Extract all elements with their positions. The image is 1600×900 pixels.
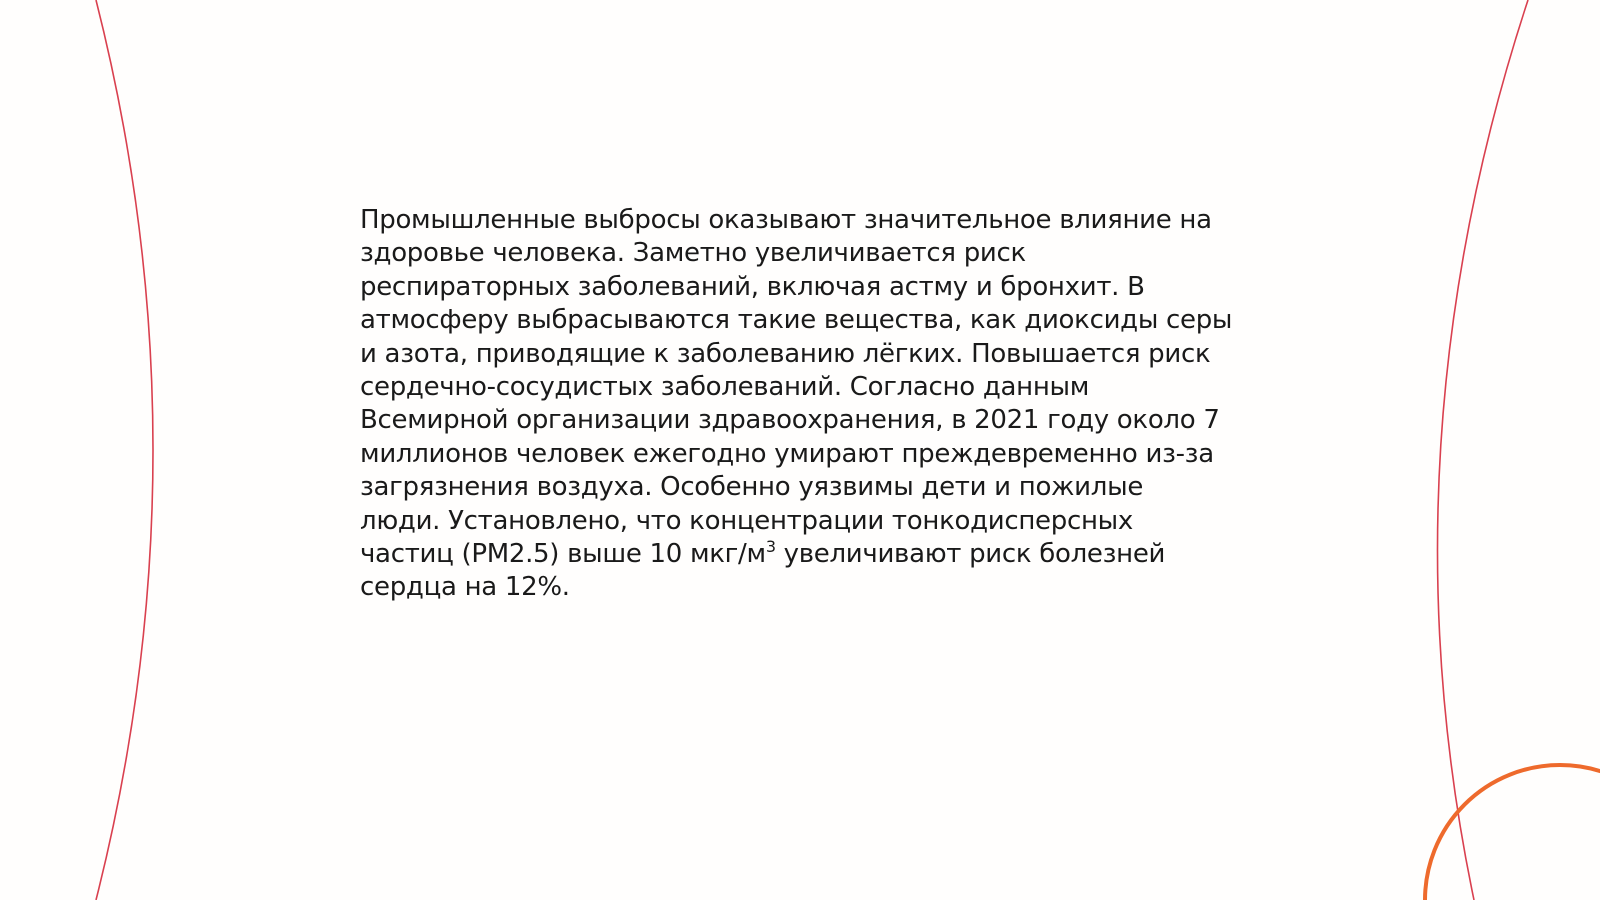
- text-line-11-end: увеличивают риск болезней: [775, 539, 1166, 570]
- text-line-5: и азота, приводящие к заболеванию лёгких. Повышается риск: [360, 338, 1211, 369]
- text-line-1: Промышленные выбросы оказывают значительное влияние на: [360, 205, 1212, 235]
- text-line-3: респираторных заболеваний, включая астму и бронхит. В: [360, 271, 1145, 302]
- text-line-11: [360, 538, 1250, 571]
- orange-circle-outline: [1425, 765, 1600, 900]
- text-line-2: здоровье человека. Заметно увеличивается риск: [360, 238, 1026, 269]
- text-line-10: люди. Установлено, что концентрации тонкодисперсных: [360, 505, 1133, 536]
- right-arc-curve: [1437, 0, 1528, 900]
- text-line-12: сердца на 12%.: [360, 572, 570, 603]
- text-line-11-start: частиц (PM2.5) выше 10 мкг/м: [360, 539, 766, 570]
- text-line-6: сердечно-сосудистых заболеваний. Согласно данным: [360, 372, 1090, 403]
- cubic-superscript: 3: [765, 537, 776, 557]
- left-arc-curve: [96, 0, 153, 900]
- body-paragraph: [360, 204, 1250, 605]
- text-line-4: атмосферу выбрасываются такие вещества, как диоксиды серы: [360, 305, 1233, 336]
- text-line-8: миллионов человек ежегодно умирают преждевременно из-за: [360, 438, 1214, 469]
- text-line-7: Всемирной организации здравоохранения, в 2021 году около 7: [360, 405, 1220, 436]
- text-line-9: загрязнения воздуха. Особенно уязвимы дети и пожилые: [360, 472, 1144, 503]
